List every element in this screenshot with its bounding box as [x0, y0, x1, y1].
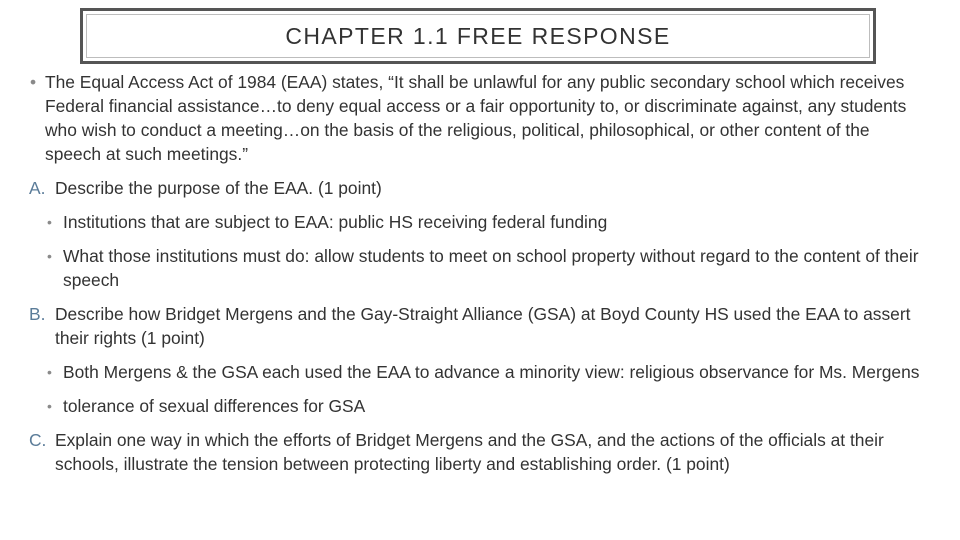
question-a [0, 176, 960, 200]
answer-item [0, 394, 960, 418]
question-text: Explain one way in which the efforts of Bridget Mergens and the GSA, and the actions of the officials at their schools, illustrate the tension between protecting liberty and establishing order. (1 point) [55, 430, 884, 474]
intro-text: The Equal Access Act of 1984 (EAA) states, “It shall be unlawful for any public secondary school which receives Federal financial assistance…to deny equal access or a fair opportunity to, or discriminate against, any students who wish to conduct a meeting…on the basis of the religious, political, philosophical, or other content of the speech at such meetings.” [45, 72, 907, 164]
bullet-icon: • [47, 364, 52, 380]
slide-title: CHAPTER 1.1 FREE RESPONSE [285, 22, 671, 49]
slide-content [0, 70, 960, 476]
answer-item [0, 360, 960, 384]
question-c [0, 428, 960, 476]
question-text: Describe how Bridget Mergens and the Gay-Straight Alliance (GSA) at Boyd County HS used the EAA to assert their rights (1 point) [55, 304, 911, 348]
bullet-icon: • [47, 214, 52, 230]
bullet-icon: • [30, 72, 37, 92]
answer-text: What those institutions must do: allow students to meet on school property without regard to the content of their speech [63, 246, 919, 290]
intro-paragraph [0, 70, 960, 166]
question-b [0, 302, 960, 350]
bullet-icon: • [47, 398, 52, 414]
question-text: Describe the purpose of the EAA. (1 point) [55, 178, 382, 198]
answer-text: Institutions that are subject to EAA: public HS receiving federal funding [63, 212, 608, 232]
answer-text: tolerance of sexual differences for GSA [63, 396, 366, 416]
bullet-icon: • [47, 248, 52, 264]
answer-text: Both Mergens & the GSA each used the EAA to advance a minority view: religious observance for Ms. Mergens [63, 362, 920, 382]
answer-item [0, 244, 960, 292]
question-letter: C. [29, 430, 47, 450]
question-letter: A. [29, 178, 46, 198]
answer-item [0, 210, 960, 234]
question-letter: B. [29, 304, 46, 324]
title-box [80, 8, 876, 64]
